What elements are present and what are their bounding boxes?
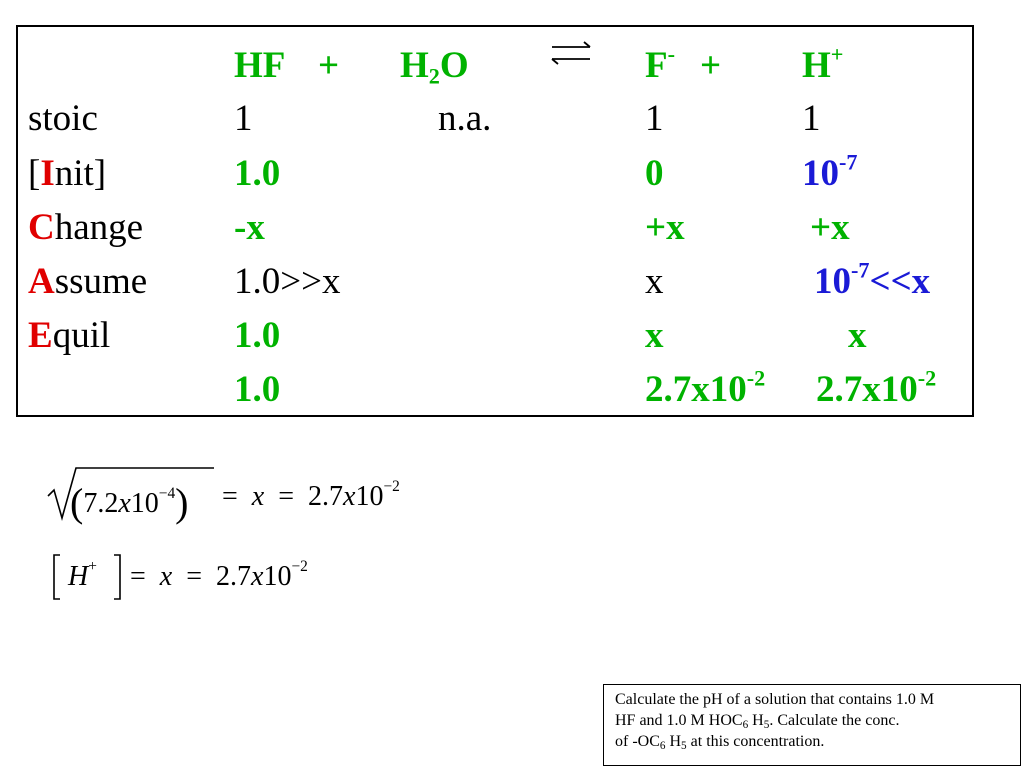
header-plus-2: + — [700, 45, 722, 86]
row-label-equil: Equil — [28, 315, 111, 356]
stoic-h: 1 — [802, 98, 821, 139]
eq1-close-paren: ) — [175, 480, 189, 525]
equil-f: x — [645, 315, 664, 356]
eq1-open-paren: ( — [70, 480, 84, 525]
header-h2o: $H_2O$ — [400, 45, 469, 89]
stoic-hf: 1 — [234, 98, 253, 139]
equation-h-conc-result: = $x = 2.7x10^{-2}$ — [130, 558, 308, 592]
row-label-assume: Assume — [28, 261, 148, 302]
ice-table-box — [16, 25, 974, 417]
result-f: $2.7x10^{-2}$ — [645, 365, 766, 410]
init-hf: 1.0 — [234, 153, 281, 194]
note-line-2: HF and 1.0 M $HOC_6$ $H_5$. Calculate the conc. — [615, 712, 900, 731]
equil-hf: 1.0 — [234, 315, 281, 356]
note-line-3: of $-OC_6$ $H_5$ at this concentration. — [615, 733, 825, 752]
change-h: +x — [810, 207, 850, 248]
equil-h: x — [848, 315, 867, 356]
change-hf: -x — [234, 207, 265, 248]
row-label-stoic: stoic — [28, 98, 98, 139]
equilibrium-arrows-icon — [548, 39, 594, 67]
header-plus-1: + — [318, 45, 340, 86]
header-f-ion: F- — [645, 41, 675, 86]
assume-hf: 1.0>>x — [234, 261, 341, 302]
stoic-f: 1 — [645, 98, 664, 139]
assume-f: x — [645, 261, 664, 302]
note-line-1: Calculate the pH of a solution that contains 1.0 M — [615, 691, 935, 708]
stoic-h2o: n.a. — [438, 98, 492, 139]
header-h-ion: H+ — [802, 41, 844, 86]
result-h: $2.7x10^{-2}$ — [816, 365, 937, 410]
equation-sqrt-ka: $(7.2x10^{-4})$ — [70, 480, 189, 525]
row-label-init: [Init] — [28, 153, 107, 194]
init-h: $10^{-7}$ — [802, 149, 858, 194]
init-f: 0 — [645, 153, 664, 194]
change-f: +x — [645, 207, 685, 248]
problem-note-box — [603, 684, 1021, 766]
header-hf: HF — [234, 45, 286, 86]
result-hf: 1.0 — [234, 369, 281, 410]
equation-h-conc-species: H+ — [68, 558, 97, 592]
equation-sqrt-result: = $x = 2.7x10^{-2}$ — [222, 478, 400, 512]
row-label-change: Change — [28, 207, 144, 248]
assume-h: $10^{-7}<<x$ — [814, 257, 931, 302]
